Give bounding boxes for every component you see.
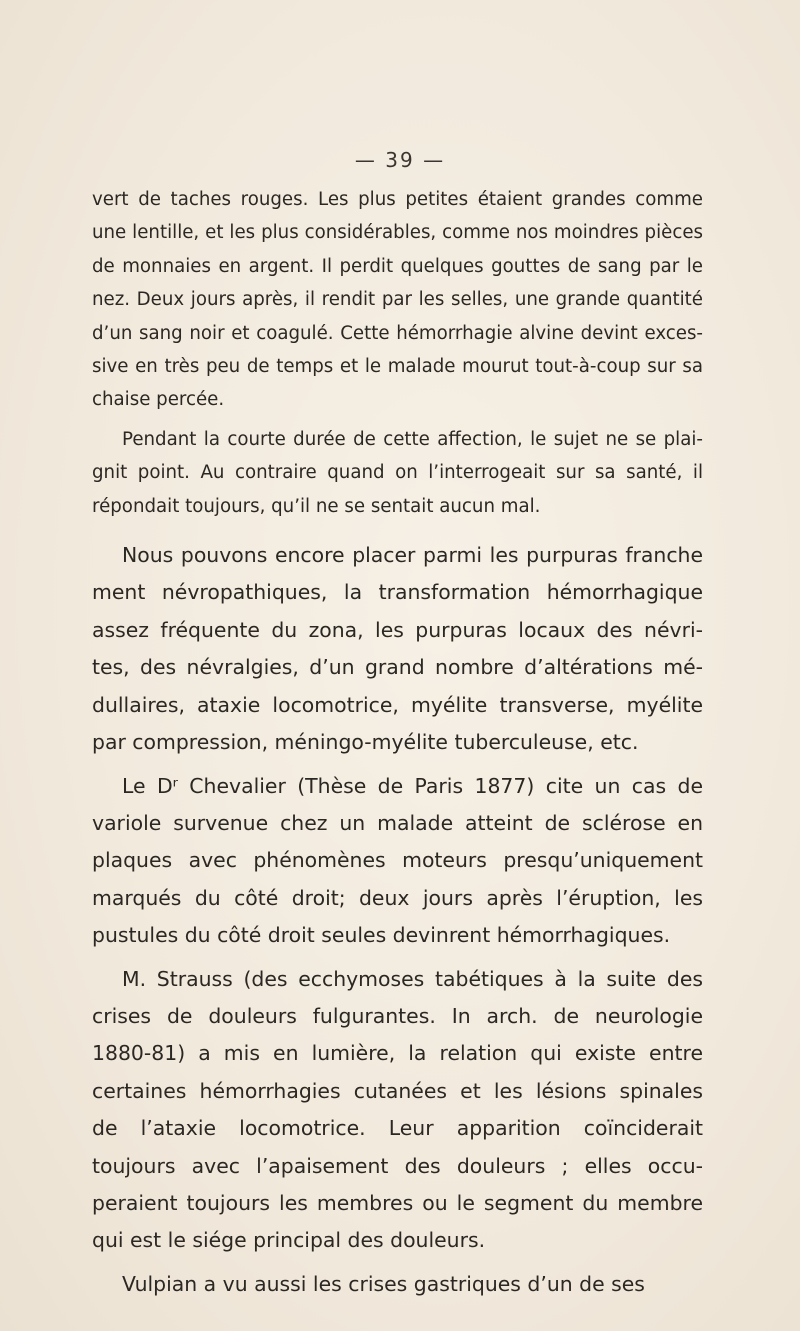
paragraph-1 (92, 183, 703, 417)
text-line: qui est le siége principal des douleurs. (92, 1228, 486, 1253)
paragraph-5 (92, 961, 703, 1260)
text-line: Vulpian a vu aussi les crises gastriques d’un de ses (122, 1271, 645, 1296)
text-line: par compression, méningo-myélite tuberculeuse, etc. (92, 730, 639, 755)
text-line: gnit point. Au contraire quand on l’interrogeait sur sa santé, il (92, 462, 703, 484)
text-line: Nous pouvons encore placer parmi les purpuras franche (122, 543, 703, 568)
text-line: peraient toujours les membres ou le segment du membre (92, 1190, 703, 1215)
text-line: assez fréquente du zona, les purpuras locaux des névri- (92, 617, 703, 642)
text-line: plaques avec phénomènes moteurs presqu’uniquement (92, 848, 703, 873)
text-line: ment névropathiques, la transformation hémorrhagique (92, 580, 703, 605)
text-line: vert de taches rouges. Les plus petites étaient grandes comme (92, 189, 703, 210)
text-line: nez. Deux jours après, il rendit par les selles, une grande quantité (92, 289, 703, 311)
text-line: crises de douleurs fulgurantes. In arch. de neurologie (92, 1003, 703, 1028)
paragraph-4 (92, 768, 703, 955)
text-line: chaise percée. (92, 389, 225, 411)
text-line: marqués du côté droit; deux jours après l’éruption, les (92, 885, 703, 910)
text-line: tes, des névralgies, d’un grand nombre d’altérations mé- (92, 655, 703, 680)
text-line: sive en très peu de temps et le malade mourut tout-à-coup sur sa (92, 356, 703, 378)
paragraph-3 (92, 537, 703, 761)
text-line: d’un sang noir et coagulé. Cette hémorrhagie alvine devint exces- (92, 322, 703, 344)
text-line: de monnaies en argent. Il perdit quelques gouttes de sang par le (92, 255, 703, 277)
text-line: M. Strauss (des ecchymoses tabétiques à la suite des (122, 966, 703, 991)
paragraph-2 (92, 423, 703, 523)
text-line: dullaires, ataxie locomotrice, myélite transverse, myélite (92, 692, 703, 717)
text-line: une lentille, et les plus considérables, comme nos moindres pièces (92, 222, 703, 244)
text-line: de l’ataxie locomotrice. Leur apparition coïnciderait (92, 1116, 703, 1141)
text-line: Le Dʳ Chevalier (Thèse de Paris 1877) cite un cas de (122, 773, 703, 798)
text-line: variole survenue chez un malade atteint de sclérose en (92, 810, 703, 835)
text-line: pustules du côté droit seules devinrent hémorrhagiques. (92, 923, 671, 948)
body-text (92, 183, 703, 1309)
paragraph-6 (92, 1266, 703, 1303)
page-number: — 39 — (354, 148, 446, 172)
text-line: certaines hémorrhagies cutanées et les lésions spinales (92, 1078, 703, 1103)
text-line: répondait toujours, qu’il ne se sentait aucun mal. (92, 495, 541, 517)
text-line: 1880-81) a mis en lumière, la relation qui existe entre (92, 1041, 703, 1066)
text-line: Pendant la courte durée de cette affection, le sujet ne se plai- (122, 428, 703, 450)
text-line: toujours avec l’apaisement des douleurs ; elles occu- (92, 1153, 703, 1178)
